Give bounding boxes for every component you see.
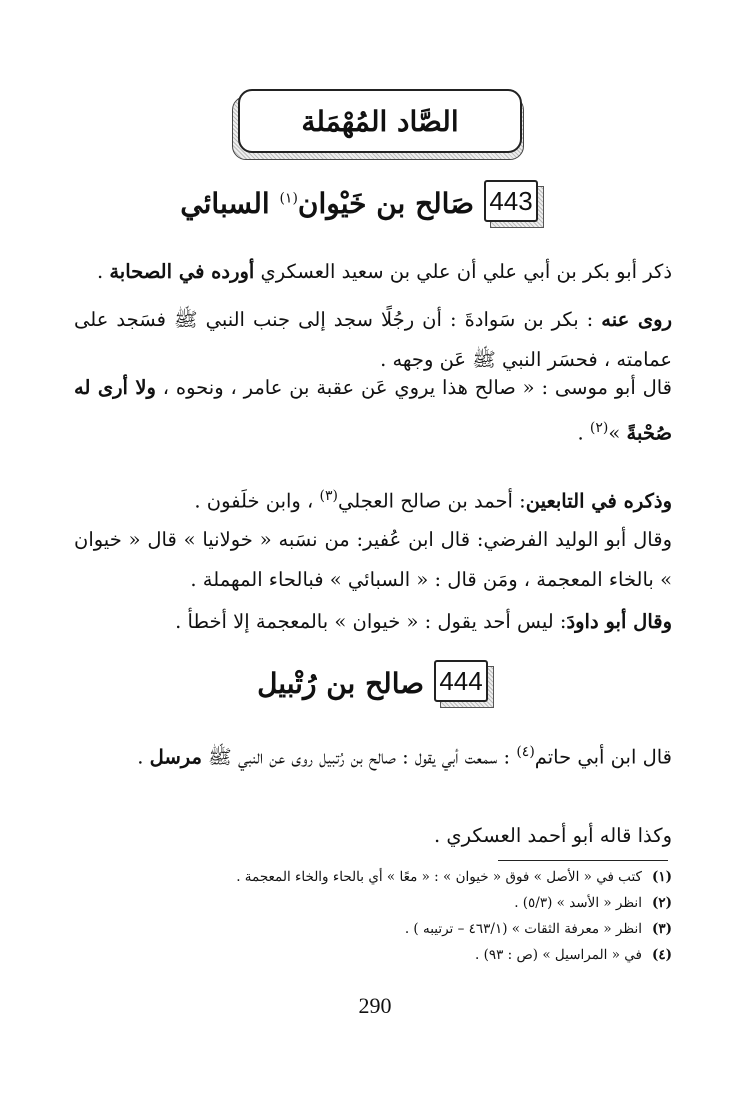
- paragraph: وذكره في التابعين: أحمد بن صالح العجلي$^{(٣)}$ ، وابن خلَفون .: [194, 488, 672, 513]
- paragraph: ذكر أبو بكر بن أبي علي أن علي بن سعيد العسكري أورده في الصحابة .: [96, 260, 672, 283]
- entry-name: صالح بن رُتْبيل: [257, 666, 424, 700]
- footnotes: [74, 864, 672, 968]
- entry-number: 443: [484, 180, 538, 222]
- footnote-ref: (٢): [589, 420, 609, 436]
- entry-name: صَالح بن خَيْوان$^{(١)}$ السبائي: [180, 186, 474, 220]
- entry-number: 444: [434, 660, 488, 702]
- page-number: 290: [358, 993, 392, 1018]
- footnote: (٢)انظر « الأسد » (٥/٣) .: [514, 895, 672, 911]
- footnote-ref: (٣): [319, 488, 339, 504]
- footnote: (٣)انظر « معرفة الثقات » (٤٦٣/١ – ترتيبه ) .: [404, 921, 672, 937]
- paragraph: وقال أبو داودَ: ليس أحد يقول : « خيوان » بالمعجمة إلا أخطأ .: [175, 610, 672, 633]
- chapter-title: الصَّاد المُهْمَلة: [301, 104, 459, 138]
- footnote-ref: (١): [279, 190, 298, 207]
- chapter-title-frame: [238, 89, 522, 153]
- entry-number-box: [484, 180, 542, 226]
- entry-header-444: [257, 660, 492, 706]
- paragraph: قال ابن أبي حاتم$^{(٤)}$ : سمعت أبي يقول : صالح بن رُتبيل روى عن النبي ﷺ مرسل .: [137, 744, 672, 769]
- entry-number-box: [434, 660, 492, 706]
- footnote-separator: [498, 860, 668, 861]
- paragraph: روى عنه : بكر بن سَوادةَ : أن رجُلًا سجد إلى جنب النبي ﷺ فسَجد على عمامته ، فحسَر النبي ﷺ عَن وجهه .: [74, 308, 673, 371]
- paragraph: وقال أبو الوليد الفرضي: قال ابن عُفير: من نسَبه « خولانيا » قال « خيوان » بالخاء المعجمة ، ومَن قال : « السبائي » فبالحاء المهملة .: [74, 528, 672, 591]
- entry-header-443: [180, 180, 542, 226]
- paragraph: وكذا قاله أبو أحمد العسكري .: [433, 824, 672, 847]
- footnote: (٤)في « المراسيل » (ص : ٩٣) .: [474, 947, 672, 963]
- paragraph: قال أبو موسى : « صالح هذا يروي عَن عقبة بن عامر ، ونحوه ، ولا أرى له صُحْبةً »$^{(٢)}$ .: [74, 376, 673, 445]
- footnote: (١)كتب في « الأصل » فوق « خيوان » : « معًا » أي بالحاء والخاء المعجمة .: [236, 869, 672, 885]
- footnote-ref: (٤): [516, 744, 535, 760]
